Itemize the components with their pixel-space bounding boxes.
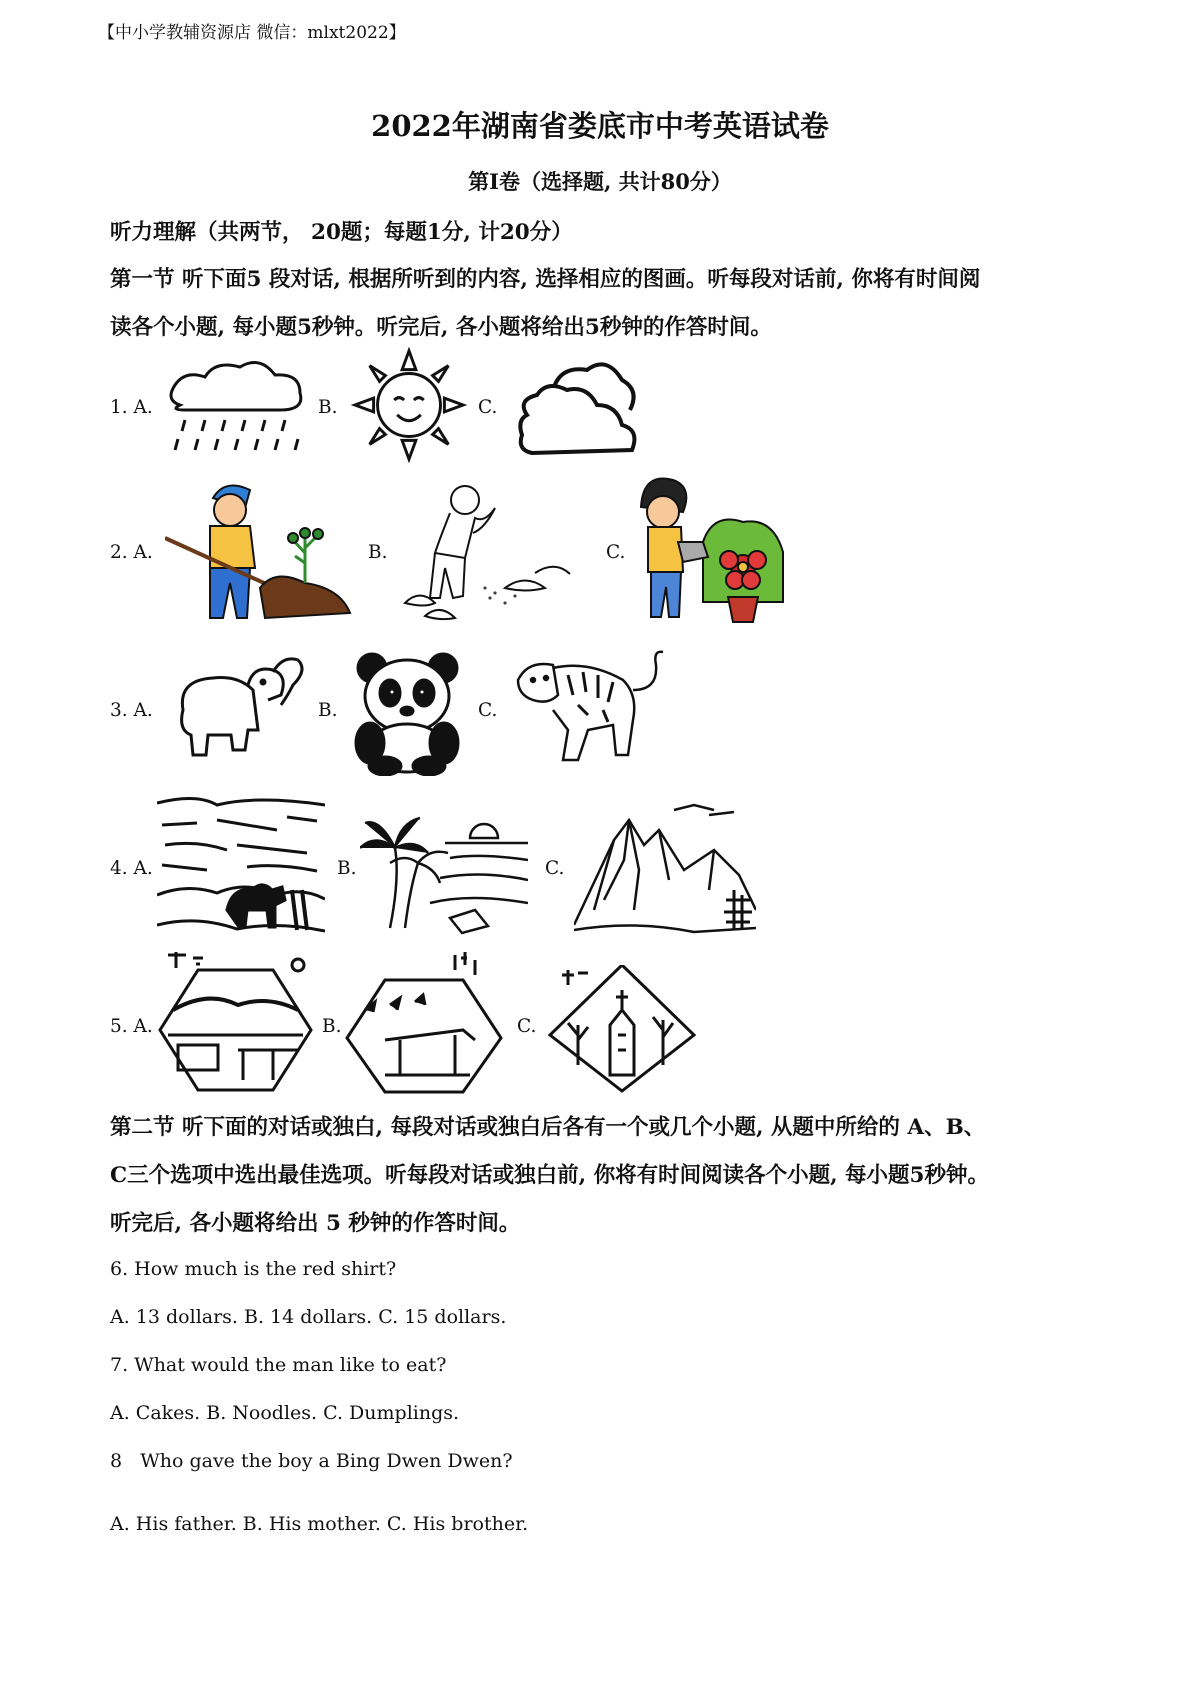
boy-planting-tree-icon — [165, 478, 357, 623]
q3-label-a: 3. A. — [110, 700, 153, 721]
beach-palm-icon — [360, 808, 528, 936]
desert-camel-icon — [157, 795, 325, 935]
question-6-options: A. 13 dollars. B. 14 dollars. C. 15 dollars. — [110, 1306, 507, 1328]
question-8: 8 Who gave the boy a Bing Dwen Dwen? — [110, 1450, 513, 1472]
q4-label-c: C. — [545, 858, 565, 879]
cloud-icon — [512, 355, 642, 465]
q3-label-b: B. — [318, 700, 338, 721]
q3-label-c: C. — [478, 700, 498, 721]
part1-instruction-line1: 第一节 听下面5 段对话, 根据所听到的内容, 选择相应的图画。听每段对话前, 你将有时间阅 — [110, 267, 981, 292]
question-6: 6. How much is the red shirt? — [110, 1258, 397, 1280]
question-7-options: A. Cakes. B. Noodles. C. Dumplings. — [110, 1402, 460, 1424]
boy-feeding-birds-icon — [395, 478, 595, 626]
question-7: 7. What would the man like to eat? — [110, 1354, 447, 1376]
summer-hexagon-icon — [158, 950, 313, 1095]
q4-label-a: 4. A. — [110, 858, 153, 879]
q4-label-b: B. — [337, 858, 357, 879]
q2-label-a: 2. A. — [110, 542, 153, 563]
page-subtitle: 第I卷（选择题, 共计80分） — [468, 169, 732, 194]
q5-label-c: C. — [517, 1016, 537, 1037]
part2-instruction-line3: 听完后, 各小题将给出 5 秒钟的作答时间。 — [110, 1211, 521, 1236]
part1-instruction-line2: 读各个小题, 每小题5秒钟。听完后, 各小题将给出5秒钟的作答时间。 — [110, 315, 772, 340]
q1-label-c: C. — [478, 397, 498, 418]
watermark-header: 【中小学教辅资源店 微信：mlxt2022】 — [98, 23, 406, 43]
q1-label-b: B. — [318, 397, 338, 418]
page-title: 2022年湖南省娄底市中考英语试卷 — [371, 109, 829, 143]
part2-instruction-line2: C三个选项中选出最佳选项。听每段对话或独白前, 你将有时间阅读各个小题, 每小题5秒钟。 — [110, 1163, 990, 1188]
mountains-icon — [574, 800, 756, 938]
boy-watering-flower-icon — [633, 472, 785, 624]
winter-diamond-icon — [548, 965, 696, 1093]
elephant-icon — [163, 650, 308, 765]
section-heading-listening: 听力理解（共两节， 20题；每题1分, 计20分） — [110, 220, 573, 245]
q5-label-b: B. — [322, 1016, 342, 1037]
q1-label-a: 1. A. — [110, 397, 153, 418]
q2-label-c: C. — [606, 542, 626, 563]
tiger-icon — [508, 650, 668, 768]
autumn-hexagon-icon — [345, 950, 503, 1095]
panda-icon — [350, 648, 465, 776]
part2-instruction-line1: 第二节 听下面的对话或独白, 每段对话或独白后各有一个或几个小题, 从题中所给的 A、B、 — [110, 1115, 986, 1140]
question-8-options: A. His father. B. His mother. C. His brother. — [110, 1513, 529, 1535]
rain-cloud-icon — [160, 355, 310, 465]
q5-label-a: 5. A. — [110, 1016, 153, 1037]
q2-label-b: B. — [368, 542, 388, 563]
sun-icon — [350, 345, 468, 465]
